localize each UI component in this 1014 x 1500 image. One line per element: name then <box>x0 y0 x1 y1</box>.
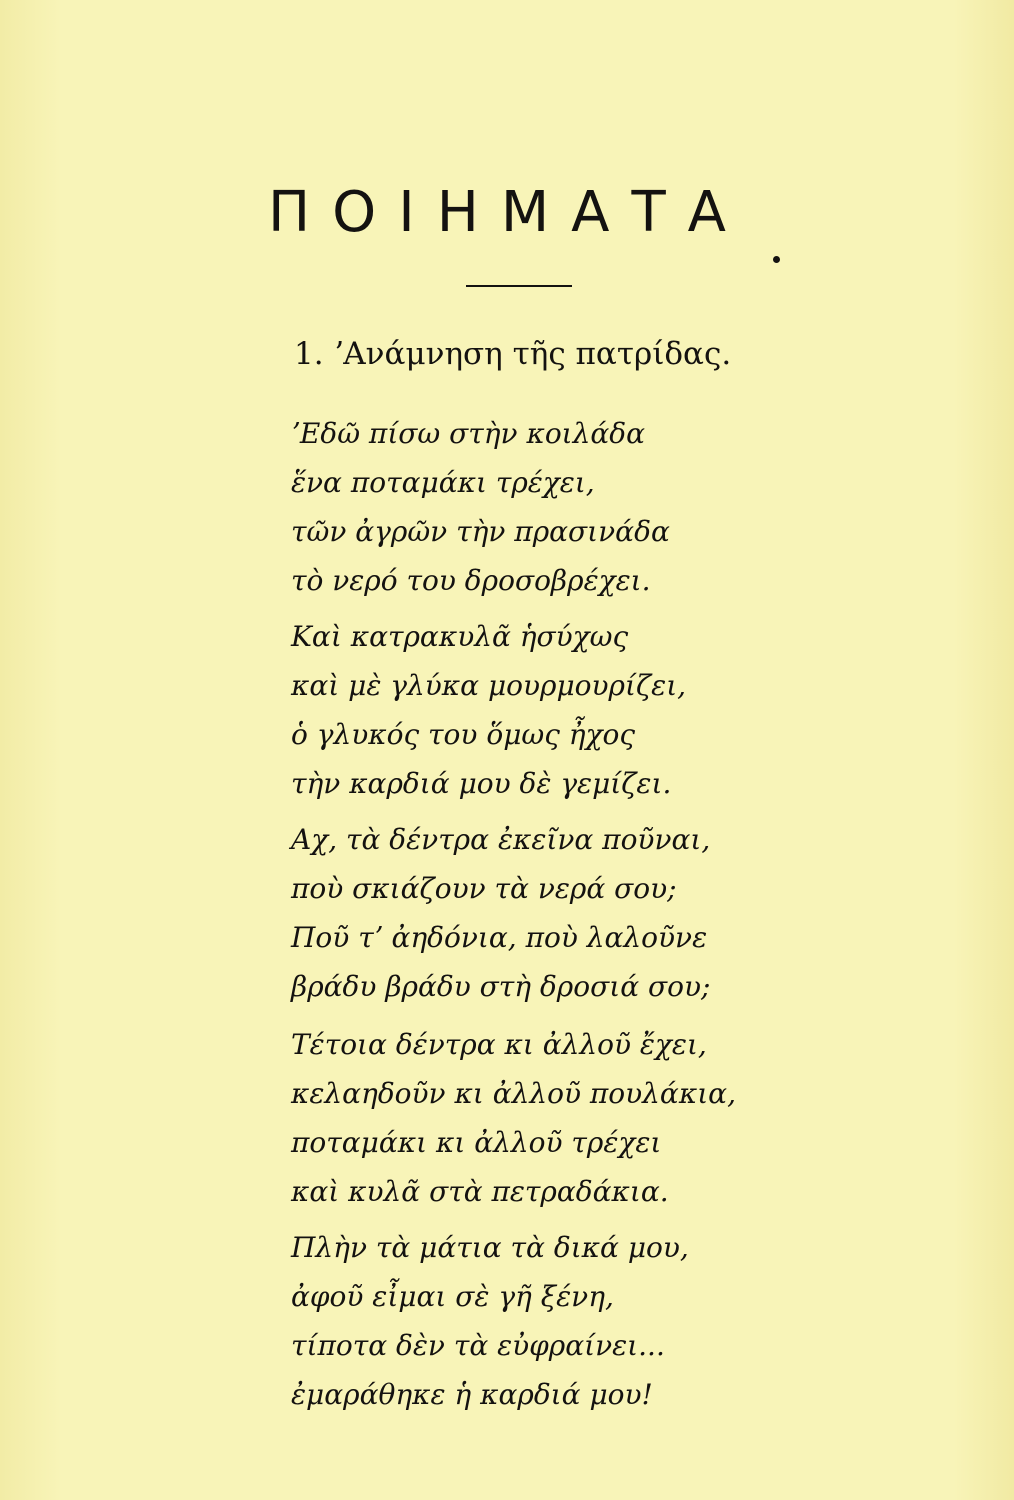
stanza-3 <box>291 815 710 1011</box>
verse-line: καὶ κυλᾶ στὰ πετραδάκια. <box>291 1175 669 1208</box>
verse-line: Τέτοια δέντρα κι ἀλλοῦ ἔχει, <box>291 1028 707 1061</box>
stanza-5 <box>291 1223 689 1419</box>
verse-line: τὴν καρδιά μου δὲ γεμίζει. <box>291 767 672 800</box>
heading-rule <box>466 285 572 287</box>
page-heading: ΠΟΙΗΜΑΤΑ <box>268 180 748 245</box>
verse-line: τὸ νερό του δροσοβρέχει. <box>291 564 651 597</box>
verse-line: Ποῦ τʼ ἀηδόνια, ποὺ λαλοῦνε <box>291 921 708 954</box>
verse-line: τῶν ἀγρῶν τὴν πρασινάδα <box>291 515 670 548</box>
verse-line: ἐμαράθηκε ἡ καρδιά μου! <box>291 1378 653 1411</box>
verse-line: ὁ γλυκός του ὅμως ἦχος <box>291 718 636 751</box>
verse-line: ἀφοῦ εἶμαι σὲ γῆ ξένη, <box>291 1280 614 1313</box>
verse-line: Πλὴν τὰ μάτια τὰ δικά μου, <box>291 1231 689 1264</box>
poem-title: 1. ʼΑνάμνηση τῆς πατρίδας. <box>294 336 732 372</box>
verse-line: Καὶ κατρακυλᾶ ἡσύχως <box>291 620 629 653</box>
verse-line: Αχ, τὰ δέντρα ἐκεῖνα ποῦναι, <box>291 823 711 856</box>
verse-line: τίποτα δὲν τὰ εὐφραίνει... <box>291 1329 665 1362</box>
stanza-1 <box>291 409 670 605</box>
verse-line: κελαηδοῦν κι ἀλλοῦ πουλάκια, <box>291 1077 736 1110</box>
heading-dot <box>773 256 780 263</box>
verse-line: καὶ μὲ γλύκα μουρμουρίζει, <box>291 669 687 702</box>
stanza-2 <box>291 612 686 808</box>
stanza-4 <box>291 1020 736 1216</box>
verse-line: ποὺ σκιάζουν τὰ νερά σου; <box>291 872 677 905</box>
verse-line: βράδυ βράδυ στὴ δροσιά σου; <box>291 970 711 1003</box>
verse-line: ʼΕδῶ πίσω στὴν κοιλάδα <box>291 417 646 450</box>
verse-line: ἕνα ποταμάκι τρέχει, <box>291 466 595 499</box>
verse-line: ποταμάκι κι ἀλλοῦ τρέχει <box>291 1126 662 1159</box>
